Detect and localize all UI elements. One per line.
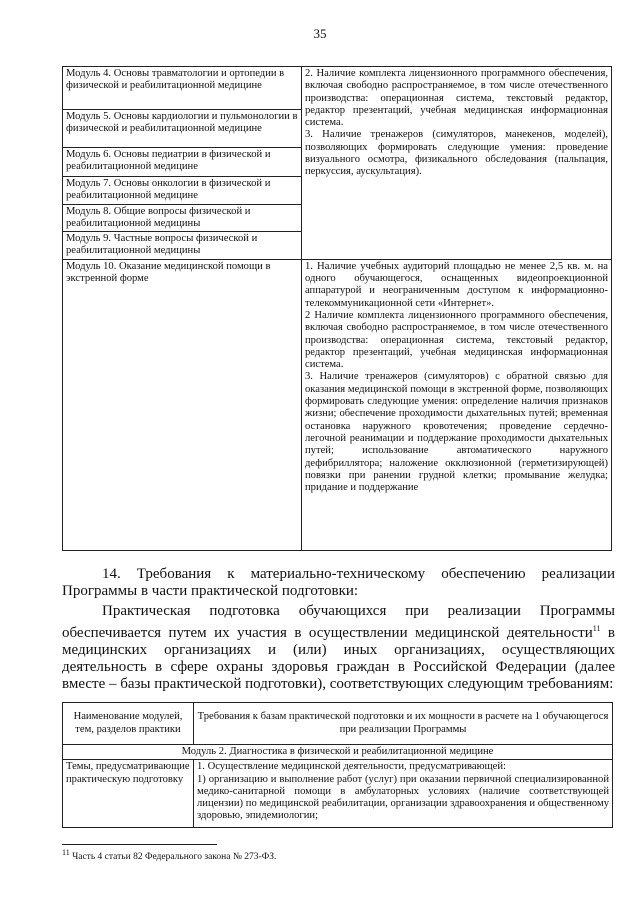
footnote: $^{11}$ Часть 4 статьи 82 Федерального закона № 273-ФЗ.: [62, 848, 277, 863]
requirement-item: 2. Наличие комплекта лицензионного программного обеспечения, включая свободно распространяемое, в том числе отечественного производства: операционная система, текстовый редактор, редактор презентаций, учебная медицинская информационная система.: [305, 68, 608, 129]
module-row: Модуль 2. Диагностика в физической и реабилитационной медицине: [63, 745, 613, 760]
requirement-item: 1. Наличие учебных аудиторий площадью не менее 2,5 кв. м. на одного обучающегося, оснащенных видеопроекционной аппаратурой и неограниченным доступом к информационно-телекоммуникационной сети «Интернет».: [305, 260, 608, 309]
module-cell: Модуль 9. Частные вопросы физической и реабилитационной медицины: [63, 232, 302, 260]
requirements-cell: [302, 259, 612, 550]
requirements-cell: 1. Осуществление медицинской деятельности, предусматривающей: 1) организацию и выполнение работ (услуг) при оказании первичной специализированной медико-санитарной помощи в амбулаторных условиях (наличие соответствующей лицензии) по медицинской реабилитации, организации здравоохранения и общественному здоровью, эпидемиологии;: [194, 760, 613, 828]
requirement-item: 3. Наличие тренажеров (симуляторов, манекенов, моделей), позволяющих формировать следующие умения: проведение визуального осмотра, физикального обследования (пальпация, перкуссия, аускультация).: [305, 129, 608, 178]
module-cell: Модуль 8. Общие вопросы физической и реабилитационной медицины: [63, 204, 302, 232]
module-cell: Модуль 4. Основы травматологии и ортопедии в физической и реабилитационной медицине: [63, 67, 302, 110]
module-cell: Модуль 6. Основы педиатрии в физической и реабилитационной медицине: [63, 148, 302, 177]
page-number: 35: [313, 26, 327, 41]
requirements-cell: [302, 67, 612, 260]
header-requirements: Требования к базам практической подготовки и их мощности в расчете на 1 обучающегося при реализации Программы: [194, 703, 613, 745]
module-cell: Модуль 10. Оказание медицинской помощи в экстренной форме: [63, 259, 302, 550]
footnote-separator: [62, 844, 217, 845]
equipment-requirements-table: [62, 66, 612, 551]
requirement-item: 2 Наличие комплекта лицензионного программного обеспечения, включая свободно распространяемое, в том числе отечественного производства: операционная система, текстовый редактор, редактор презентаций, учебная медицинская информационная система.: [305, 309, 608, 371]
module-cell: Модуль 7. Основы онкологии в физической и реабилитационной медицине: [63, 177, 302, 205]
practice-bases-table: [62, 702, 613, 828]
module-cell: Модуль 5. Основы кардиологии и пульмонологии в физической и реабилитационной медицине: [63, 110, 302, 148]
requirement-item: 3. Наличие тренажеров (симуляторов) с обратной связью для оказания медицинской помощи в экстренной форме, позволяющих формировать следующие умения: определение наличия признаков жизни; обеспечение проходимости дыхательных путей; временная остановка наружного кровотечения; проведение сердечно-легочной реанимации и поддержание проходимости дыхательных путей; использование автоматического наружного дефибриллятора; наложение окклюзионной (герметизирующей) повязки при ранении грудной клетки; промывание желудка; придание и поддержание: [305, 371, 608, 494]
header-modules: Наименование модулей, тем, разделов практики: [63, 703, 194, 745]
section-paragraph: Практическая подготовка обучающихся при реализации Программы обеспечивается путем их участия в осуществлении медицинской деятельности$^{11}$ в медицинских организациях и (или) иных организациях, осуществляющих деятельность в сфере охраны здоровья граждан в Российской Федерации (далее вместе – базы практической подготовки), соответствующих следующим требованиям:: [62, 603, 615, 692]
footnote-ref: 11: [592, 624, 601, 633]
section-heading: 14. Требования к материально-техническому обеспечению реализации Программы в части практической подготовки:: [62, 566, 615, 599]
topics-cell: Темы, предусматривающие практическую подготовку: [63, 760, 194, 828]
